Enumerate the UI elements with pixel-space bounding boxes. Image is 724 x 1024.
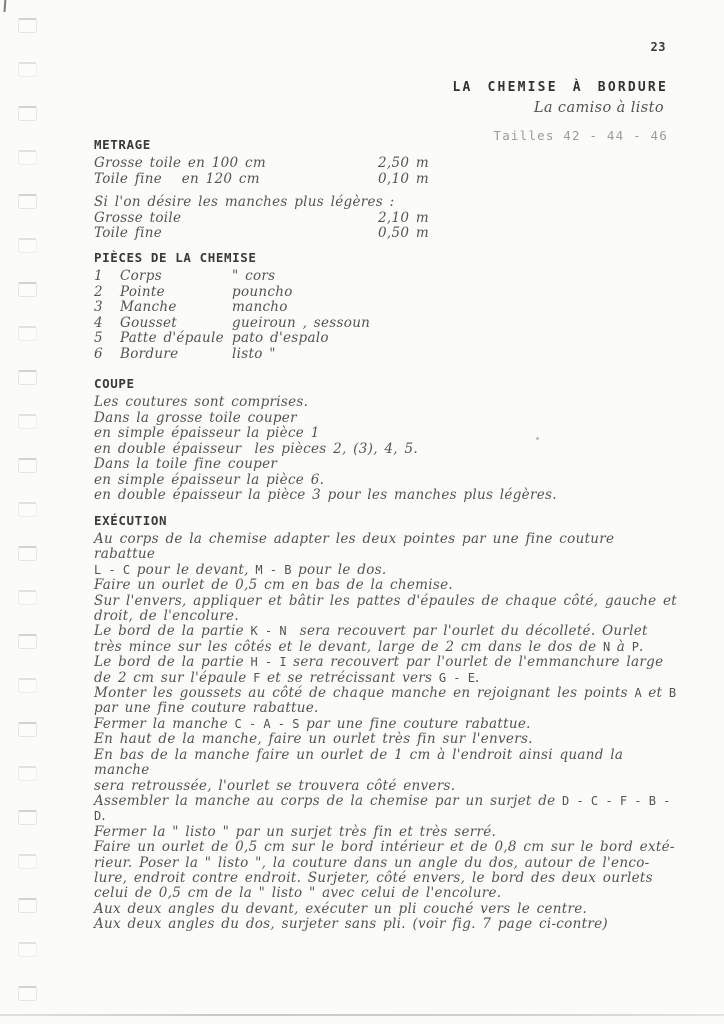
piece-name: Manche <box>120 299 177 315</box>
piece-row <box>94 316 680 332</box>
metrage-label: Grosse toile en 100 cm <box>94 155 266 171</box>
paper-speck <box>536 437 539 440</box>
metrage-label: Toile fine en 120 cm <box>94 170 260 187</box>
binding-hole <box>18 854 37 869</box>
pieces-list <box>94 269 680 362</box>
construction-points: D - C - F - B - D <box>94 793 678 824</box>
section-metrage <box>94 137 680 242</box>
binding-hole <box>18 370 37 385</box>
execution-line: Aux deux angles du devant, exécuter un pli couché vers le centre. <box>94 900 588 917</box>
doc-sizes: Tailles 42 - 44 - 46 <box>493 128 668 143</box>
execution-line: Faire un ourlet de 0,5 cm sur le bord intérieur et de 0,8 cm sur le bord exté- <box>94 839 675 856</box>
binding-hole <box>18 898 37 913</box>
section-pieces <box>94 250 680 362</box>
binding-hole <box>18 722 37 737</box>
piece-row <box>94 347 680 363</box>
piece-translation: gueiroun , sessoun <box>232 314 371 331</box>
execution-line: En bas de la manche faire un ourlet de 1 cm à l'endroit ainsi quand la manche <box>94 746 630 779</box>
piece-number: 1 <box>94 268 103 284</box>
metrage-rows <box>94 156 680 187</box>
execution-line: Le bord de la partie H - I sera recouvert par l'ourlet de l'emmanchure large <box>94 654 664 671</box>
binding-hole <box>18 282 37 297</box>
piece-row <box>94 269 680 285</box>
coupe-lines <box>94 395 680 504</box>
binding-hole <box>18 986 37 1001</box>
doc-subtitle: La camiso à listo <box>533 100 664 116</box>
piece-row <box>94 331 680 347</box>
piece-translation: " cors <box>232 268 276 284</box>
execution-line: Aux deux angles du dos, surjeter sans pli. (voir fig. 7 page ci-contre) <box>94 916 608 933</box>
metrage-note: Si l'on désire les manches plus légères : <box>94 194 395 210</box>
metrage-row <box>94 211 494 227</box>
execution-line: Fermer la " listo " par un surjet très fin et très serré. <box>94 823 497 840</box>
binding-hole <box>18 106 37 121</box>
binding-hole <box>18 18 37 33</box>
doc-title: LA CHEMISE À BORDURE <box>452 80 668 95</box>
execution-line: de 2 cm sur l'épaule F et se retrécissant vers G - E. <box>94 669 480 686</box>
binding-hole <box>18 590 37 605</box>
construction-points: H - I <box>250 655 287 670</box>
coupe-heading: COUPE <box>94 376 135 391</box>
binding-hole <box>18 766 37 781</box>
piece-name: Pointe <box>120 283 165 300</box>
metrage-rows-light <box>94 211 680 242</box>
page-bottom-edge <box>0 1014 724 1016</box>
construction-points: G - E <box>438 670 475 685</box>
coupe-line: en double épaisseur les pièces 2, (3), 4, 5. <box>94 440 418 457</box>
metrage-row <box>94 156 494 172</box>
piece-name: Bordure <box>120 345 179 362</box>
binding-hole <box>18 238 37 253</box>
binding-hole <box>18 62 37 77</box>
binding-hole <box>18 502 37 517</box>
piece-translation: listo " <box>232 345 276 362</box>
metrage-heading: METRAGE <box>94 137 151 152</box>
metrage-value: 0,10 m <box>378 170 429 187</box>
metrage-label: Grosse toile <box>94 209 182 226</box>
piece-translation: pato d'espalo <box>232 330 329 346</box>
piece-row <box>94 285 680 301</box>
construction-points: F <box>253 670 261 685</box>
construction-points: N <box>602 639 611 654</box>
piece-translation: pouncho <box>232 283 293 300</box>
construction-points: B <box>668 686 677 701</box>
piece-name: Patte d'épaule <box>120 330 224 346</box>
piece-number: 6 <box>94 345 103 362</box>
execution-line: Sur l'envers, appliquer et bâtir les pattes d'épaules de chaque côté, gauche et <box>94 592 677 609</box>
binding-hole <box>18 326 37 341</box>
coupe-line: Les coutures sont comprises. <box>94 394 309 410</box>
binding-hole <box>18 634 37 649</box>
metrage-value: 2,10 m <box>378 209 429 226</box>
metrage-row <box>94 172 494 188</box>
execution-line: droit, de l'encolure. <box>94 608 239 625</box>
piece-number: 5 <box>94 330 103 346</box>
execution-line: Fermer la manche C - A - S par une fine couture rabattue. <box>94 715 531 732</box>
execution-line: L - C pour le devant, M - B pour le dos. <box>94 561 387 578</box>
piece-name: Corps <box>120 268 162 284</box>
execution-line: sera retroussée, l'ourlet se trouvera côté envers. <box>94 777 456 794</box>
binding-hole <box>18 942 37 957</box>
execution-heading: EXÉCUTION <box>94 513 168 528</box>
page-edge-tick <box>4 0 7 12</box>
binding-hole <box>18 150 37 165</box>
execution-line: Monter les goussets au côté de chaque manche en rejoignant les points A et B <box>94 685 677 702</box>
coupe-line: Dans la toile fine couper <box>94 456 278 472</box>
binding-hole <box>18 458 37 473</box>
execution-line: celui de 0,5 cm de la " listo " avec celui de l'encolure. <box>94 885 502 902</box>
metrage-value: 2,50 m <box>378 155 429 171</box>
section-execution <box>94 513 680 933</box>
binding-hole <box>18 194 37 209</box>
piece-translation: mancho <box>232 299 288 315</box>
coupe-line: en simple épaisseur la pièce 1 <box>94 425 320 441</box>
execution-line: par une fine couture rabattue. <box>94 700 319 717</box>
piece-name: Gousset <box>120 314 177 331</box>
piece-number: 4 <box>94 314 103 331</box>
construction-points: M - B <box>255 562 292 577</box>
execution-lines <box>94 532 680 933</box>
coupe-line: en simple épaisseur la pièce 6. <box>94 471 325 488</box>
piece-row <box>94 300 680 316</box>
construction-points: K - N <box>250 624 287 639</box>
execution-line: Au corps de la chemise adapter les deux pointes par une fine couture rabattue <box>94 531 621 563</box>
binding-hole <box>18 678 37 693</box>
metrage-value: 0,50 m <box>378 225 429 241</box>
execution-line: rieur. Poser la " listo ", la couture dans un angle du dos, autour de l'enco- <box>94 854 650 871</box>
piece-number: 2 <box>94 283 103 300</box>
binding-hole <box>18 810 37 825</box>
section-coupe <box>94 376 680 504</box>
coupe-line: en double épaisseur la pièce 3 pour les manches plus légères. <box>94 487 557 503</box>
piece-number: 3 <box>94 299 103 315</box>
execution-line: Faire un ourlet de 0,5 cm en bas de la chemise. <box>94 577 454 594</box>
binding-hole <box>18 546 37 561</box>
execution-line: En haut de la manche, faire un ourlet très fin sur l'envers. <box>94 731 533 748</box>
construction-points: P <box>631 639 639 654</box>
pieces-heading: PIÈCES DE LA CHEMISE <box>94 250 257 265</box>
construction-points: L - C <box>94 562 131 577</box>
construction-points: C - A - S <box>234 716 300 731</box>
metrage-row <box>94 226 494 242</box>
execution-line: lure, endroit contre endroit. Surjeter, côté envers, le bord des deux ourlets <box>94 869 653 886</box>
metrage-label: Toile fine <box>94 225 162 241</box>
execution-line: très mince sur les côtés et le devant, large de 2 cm dans le dos de N à P. <box>94 638 644 655</box>
page-number: 23 <box>650 40 666 54</box>
binding-hole <box>18 414 37 429</box>
coupe-line: Dans la grosse toile couper <box>94 409 297 426</box>
execution-line: Le bord de la partie K - N sera recouvert par l'ourlet du décolleté. Ourlet <box>94 623 648 640</box>
execution-line: Assembler la manche au corps de la chemise par un surjet de D - C - F - B - D. <box>94 792 678 825</box>
construction-points: A <box>634 686 642 701</box>
